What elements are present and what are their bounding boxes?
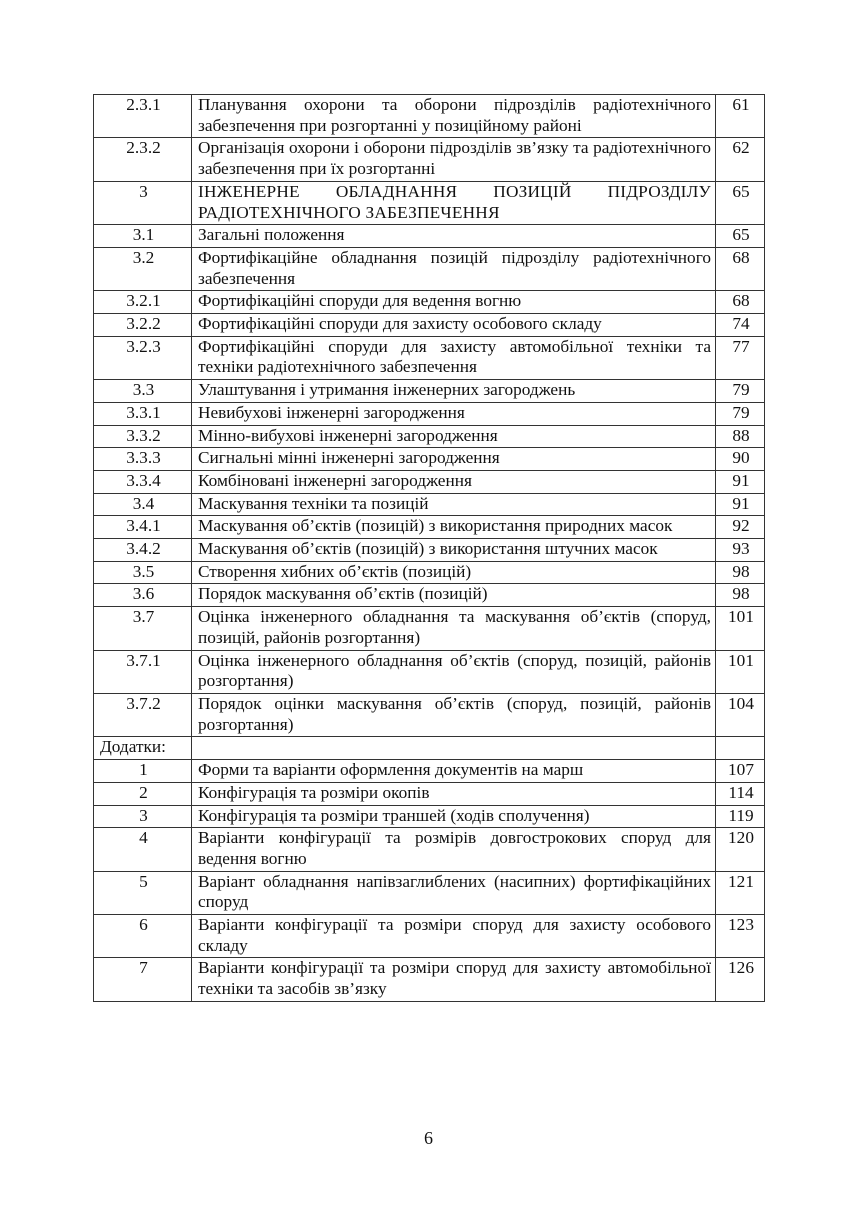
- table-row: [94, 915, 765, 958]
- section-number: 3.7.2: [94, 693, 192, 736]
- section-number: 3.7: [94, 607, 192, 650]
- section-page-number: 101: [716, 607, 765, 650]
- table-row: [94, 138, 765, 181]
- section-page-number: 90: [716, 448, 765, 471]
- table-row: [94, 828, 765, 871]
- section-title: Планування охорони та оборони підрозділів радіотехнічного забезпечення при розгортанні у позиційному районі: [192, 95, 716, 138]
- section-number: 3.3: [94, 380, 192, 403]
- section-number: 3.6: [94, 584, 192, 607]
- section-title: Організація охорони і оборони підрозділів зв’язку та радіотехнічного забезпечення при їх розгортанні: [192, 138, 716, 181]
- section-number: 3.2.1: [94, 291, 192, 314]
- section-number: 2.3.1: [94, 95, 192, 138]
- section-page-number: 93: [716, 539, 765, 562]
- section-number: 3.3.1: [94, 402, 192, 425]
- section-page-number: 88: [716, 425, 765, 448]
- section-page-number: 61: [716, 95, 765, 138]
- section-number: 7: [94, 958, 192, 1001]
- table-row: [94, 958, 765, 1001]
- table-row: [94, 181, 765, 224]
- table-row: [94, 247, 765, 290]
- section-number: 3.2: [94, 247, 192, 290]
- section-title: Мінно-вибухові інженерні загородження: [192, 425, 716, 448]
- table-row: [94, 336, 765, 379]
- table-row: [94, 291, 765, 314]
- section-title: Улаштування і утримання інженерних загороджень: [192, 380, 716, 403]
- section-page-number: 114: [716, 782, 765, 805]
- section-page-number: 120: [716, 828, 765, 871]
- table-row: [94, 95, 765, 138]
- section-page-number: 62: [716, 138, 765, 181]
- section-number: 3.7.1: [94, 650, 192, 693]
- section-number: 3.5: [94, 561, 192, 584]
- section-page-number: 98: [716, 584, 765, 607]
- section-title: Варіант обладнання напівзаглиблених (насипних) фортифікаційних споруд: [192, 871, 716, 914]
- table-row: [94, 448, 765, 471]
- section-title: Створення хибних об’єктів (позицій): [192, 561, 716, 584]
- section-title: Варіанти конфігурації та розмірів довгострокових споруд для ведення вогню: [192, 828, 716, 871]
- table-row: [94, 516, 765, 539]
- table-row: [94, 871, 765, 914]
- section-page-number: 123: [716, 915, 765, 958]
- empty-cell: [716, 737, 765, 760]
- section-page-number: 98: [716, 561, 765, 584]
- section-page-number: 101: [716, 650, 765, 693]
- section-title: Варіанти конфігурації та розміри споруд для захисту особового складу: [192, 915, 716, 958]
- section-page-number: 68: [716, 291, 765, 314]
- section-number: 2.3.2: [94, 138, 192, 181]
- appendix-header-row: [94, 737, 765, 760]
- section-number: 6: [94, 915, 192, 958]
- page-number: 6: [424, 1128, 433, 1148]
- table-row: [94, 539, 765, 562]
- section-number: 4: [94, 828, 192, 871]
- section-number: 1: [94, 760, 192, 783]
- table-row: [94, 693, 765, 736]
- section-title: Загальні положення: [192, 225, 716, 248]
- section-page-number: 74: [716, 314, 765, 337]
- section-title: Фортифікаційні споруди для захисту автомобільної техніки та техніки радіотехнічного забезпечення: [192, 336, 716, 379]
- section-page-number: 65: [716, 181, 765, 224]
- table-row: [94, 805, 765, 828]
- table-row: [94, 225, 765, 248]
- table-row: [94, 380, 765, 403]
- section-page-number: 68: [716, 247, 765, 290]
- section-number: 3.3.2: [94, 425, 192, 448]
- section-number: 3.2.3: [94, 336, 192, 379]
- section-title: Конфігурація та розміри траншей (ходів сполучення): [192, 805, 716, 828]
- section-page-number: 91: [716, 493, 765, 516]
- section-title: Форми та варіанти оформлення документів на марш: [192, 760, 716, 783]
- section-title: Маскування об’єктів (позицій) з використання природних масок: [192, 516, 716, 539]
- section-title: Сигнальні мінні інженерні загородження: [192, 448, 716, 471]
- section-title: Варіанти конфігурації та розміри споруд для захисту автомобільної техніки та засобів зв’язку: [192, 958, 716, 1001]
- section-title: Фортифікаційні споруди для захисту особового складу: [192, 314, 716, 337]
- section-number: 3.3.4: [94, 470, 192, 493]
- table-row: [94, 782, 765, 805]
- section-page-number: 92: [716, 516, 765, 539]
- empty-cell: [192, 737, 716, 760]
- section-title: Маскування техніки та позицій: [192, 493, 716, 516]
- section-number: 2: [94, 782, 192, 805]
- section-number: 3: [94, 181, 192, 224]
- section-page-number: 126: [716, 958, 765, 1001]
- table-row: [94, 470, 765, 493]
- section-number: 3: [94, 805, 192, 828]
- section-title: Порядок маскування об’єктів (позицій): [192, 584, 716, 607]
- table-of-contents: [93, 94, 765, 1002]
- table-row: [94, 561, 765, 584]
- section-title: Фортифікаційні споруди для ведення вогню: [192, 291, 716, 314]
- table-row: [94, 607, 765, 650]
- section-page-number: 119: [716, 805, 765, 828]
- table-row: [94, 402, 765, 425]
- section-page-number: 107: [716, 760, 765, 783]
- table-row: [94, 584, 765, 607]
- table-row: [94, 760, 765, 783]
- section-title: Конфігурація та розміри окопів: [192, 782, 716, 805]
- section-page-number: 91: [716, 470, 765, 493]
- table-row: [94, 650, 765, 693]
- table-row: [94, 425, 765, 448]
- section-page-number: 104: [716, 693, 765, 736]
- section-page-number: 79: [716, 380, 765, 403]
- section-number: 3.1: [94, 225, 192, 248]
- section-page-number: 77: [716, 336, 765, 379]
- section-number: 3.3.3: [94, 448, 192, 471]
- section-title: ІНЖЕНЕРНЕ ОБЛАДНАННЯ ПОЗИЦІЙ ПІДРОЗДІЛУ РАДІОТЕХНІЧНОГО ЗАБЕЗПЕЧЕННЯ: [192, 181, 716, 224]
- section-title: Оцінка інженерного обладнання об’єктів (споруд, позицій, районів розгортання): [192, 650, 716, 693]
- section-page-number: 79: [716, 402, 765, 425]
- section-title: Оцінка інженерного обладнання та маскування об’єктів (споруд, позицій, районів розгортання): [192, 607, 716, 650]
- section-title: Фортифікаційне обладнання позицій підрозділу радіотехнічного забезпечення: [192, 247, 716, 290]
- section-number: 3.4.1: [94, 516, 192, 539]
- section-title: Комбіновані інженерні загородження: [192, 470, 716, 493]
- table-row: [94, 493, 765, 516]
- table-row: [94, 314, 765, 337]
- section-title: Невибухові інженерні загородження: [192, 402, 716, 425]
- section-page-number: 65: [716, 225, 765, 248]
- section-number: 3.4.2: [94, 539, 192, 562]
- toc-body: [94, 95, 765, 1002]
- section-title: Маскування об’єктів (позицій) з використання штучних масок: [192, 539, 716, 562]
- appendix-header: Додатки:: [94, 737, 192, 760]
- section-page-number: 121: [716, 871, 765, 914]
- section-number: 5: [94, 871, 192, 914]
- section-title: Порядок оцінки маскування об’єктів (споруд, позицій, районів розгортання): [192, 693, 716, 736]
- section-number: 3.4: [94, 493, 192, 516]
- section-number: 3.2.2: [94, 314, 192, 337]
